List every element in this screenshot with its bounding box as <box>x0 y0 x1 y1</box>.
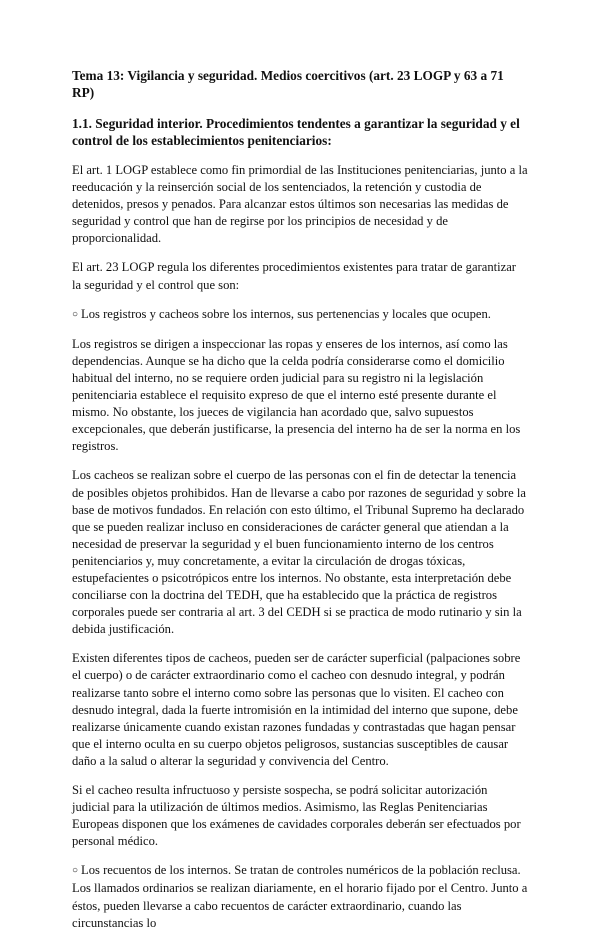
paragraph <box>72 259 528 293</box>
paragraph <box>72 162 528 247</box>
paragraph-text: Los cacheos se realizan sobre el cuerpo de las personas con el fin de detectar la tenencia de posibles objetos prohibidos. Han de llevarse a cabo por razones de seguridad y sobre la base de motivos fundados. En relación con esto último, el Tribunal Supremo ha declarado que se pueden realizar incluso en consideraciones de carácter general que atiendan a la necesidad de preservar la seguridad y el buen funcionamiento interno de los centros penitenciarios y, muy concretamente, a evitar la circulación de drogas tóxicas, estupefacientes o psicotrópicos entre los internos. No obstante, esta interpretación debe conciliarse con la doctrina del TEDH, que ha establecido que la práctica de registros corporales puede ser contraria al art. 3 del CEDH si se practica de modo rutinario y sin la debida justificación. <box>72 468 526 637</box>
bullet-circle-icon: ○ <box>72 308 79 320</box>
list-item <box>72 862 528 931</box>
paragraph <box>72 467 528 638</box>
paragraph <box>72 336 528 456</box>
paragraph-text: Los registros y cacheos sobre los internos, sus pertenencias y locales que ocupen. <box>81 306 491 321</box>
list-item <box>72 306 528 324</box>
document-title: Tema 13: Vigilancia y seguridad. Medios coercitivos (art. 23 LOGP y 63 a 71 RP) <box>72 68 504 100</box>
paragraph-text: Si el cacheo resulta infructuoso y persiste sospecha, se podrá solicitar autorización judicial para la utilización de últimos medios. Asimismo, las Reglas Penitenciarias Europeas disponen que los exámenes de cavidades corporales deberán ser efectuados por personal médico. <box>72 783 521 849</box>
paragraph <box>72 650 528 770</box>
paragraph-text: El art. 23 LOGP regula los diferentes procedimientos existentes para tratar de garantizar la seguridad y el control que son: <box>72 260 516 292</box>
paragraph-text: El art. 1 LOGP establece como fin primordial de las Instituciones penitenciarias, junto a la reeducación y la reinserción social de los sentenciados, la retención y custodia de detenidos, presos y penados. Para alcanzar estos últimos son necesarias las medidas de seguridad y control que han de regirse por los principios de necesidad y de proporcionalidad. <box>72 163 528 246</box>
paragraph-text: Existen diferentes tipos de cacheos, pueden ser de carácter superficial (palpaciones sobre el cuerpo) o de carácter extraordinario como el cacheo con desnudo integral, y podrán realizarse tanto sobre el interno como sobre las personas que lo visiten. El cacheo con desnudo integral, dada la fuerte intromisión en la intimidad del interno que supone, debe realizarse únicamente cuando existan razones fundadas y contrastadas que hagan pensar que el interno oculta en su cuerpo objetos peligrosos, sustancias susceptibles de causar daño a la salud o alterar la seguridad y convivencia del Centro. <box>72 651 521 768</box>
paragraph <box>72 782 528 850</box>
paragraph-text: Los recuentos de los internos. Se tratan de controles numéricos de la población reclusa. Los llamados ordinarios se realizan diariamente, en el horario fijado por el Centro. Junto a éstos, pueden llevarse a cabo recuentos de carácter extraordinario, cuando las circunstancias lo <box>72 863 528 930</box>
paragraph-text: Los registros se dirigen a inspeccionar las ropas y enseres de los internos, así como las dependencias. Aunque se ha dicho que la celda podría considerarse como el domicilio habitual del interno, no se requiere orden judicial para su registro ni la legislación penitenciaria establece el requisito expreso de que el interno esté presente durante el mismo. No obstante, los jueces de vigilancia han acordado que, salvo supuestos excepcionales, que deberán justificarse, la presencia del interno ha de ser la norma en los registros. <box>72 336 521 454</box>
bullet-circle-icon: ○ <box>72 865 79 877</box>
section-heading: 1.1. Seguridad interior. Procedimientos tendentes a garantizar la seguridad y el control de los establecimientos penitenciarios: <box>72 116 520 148</box>
